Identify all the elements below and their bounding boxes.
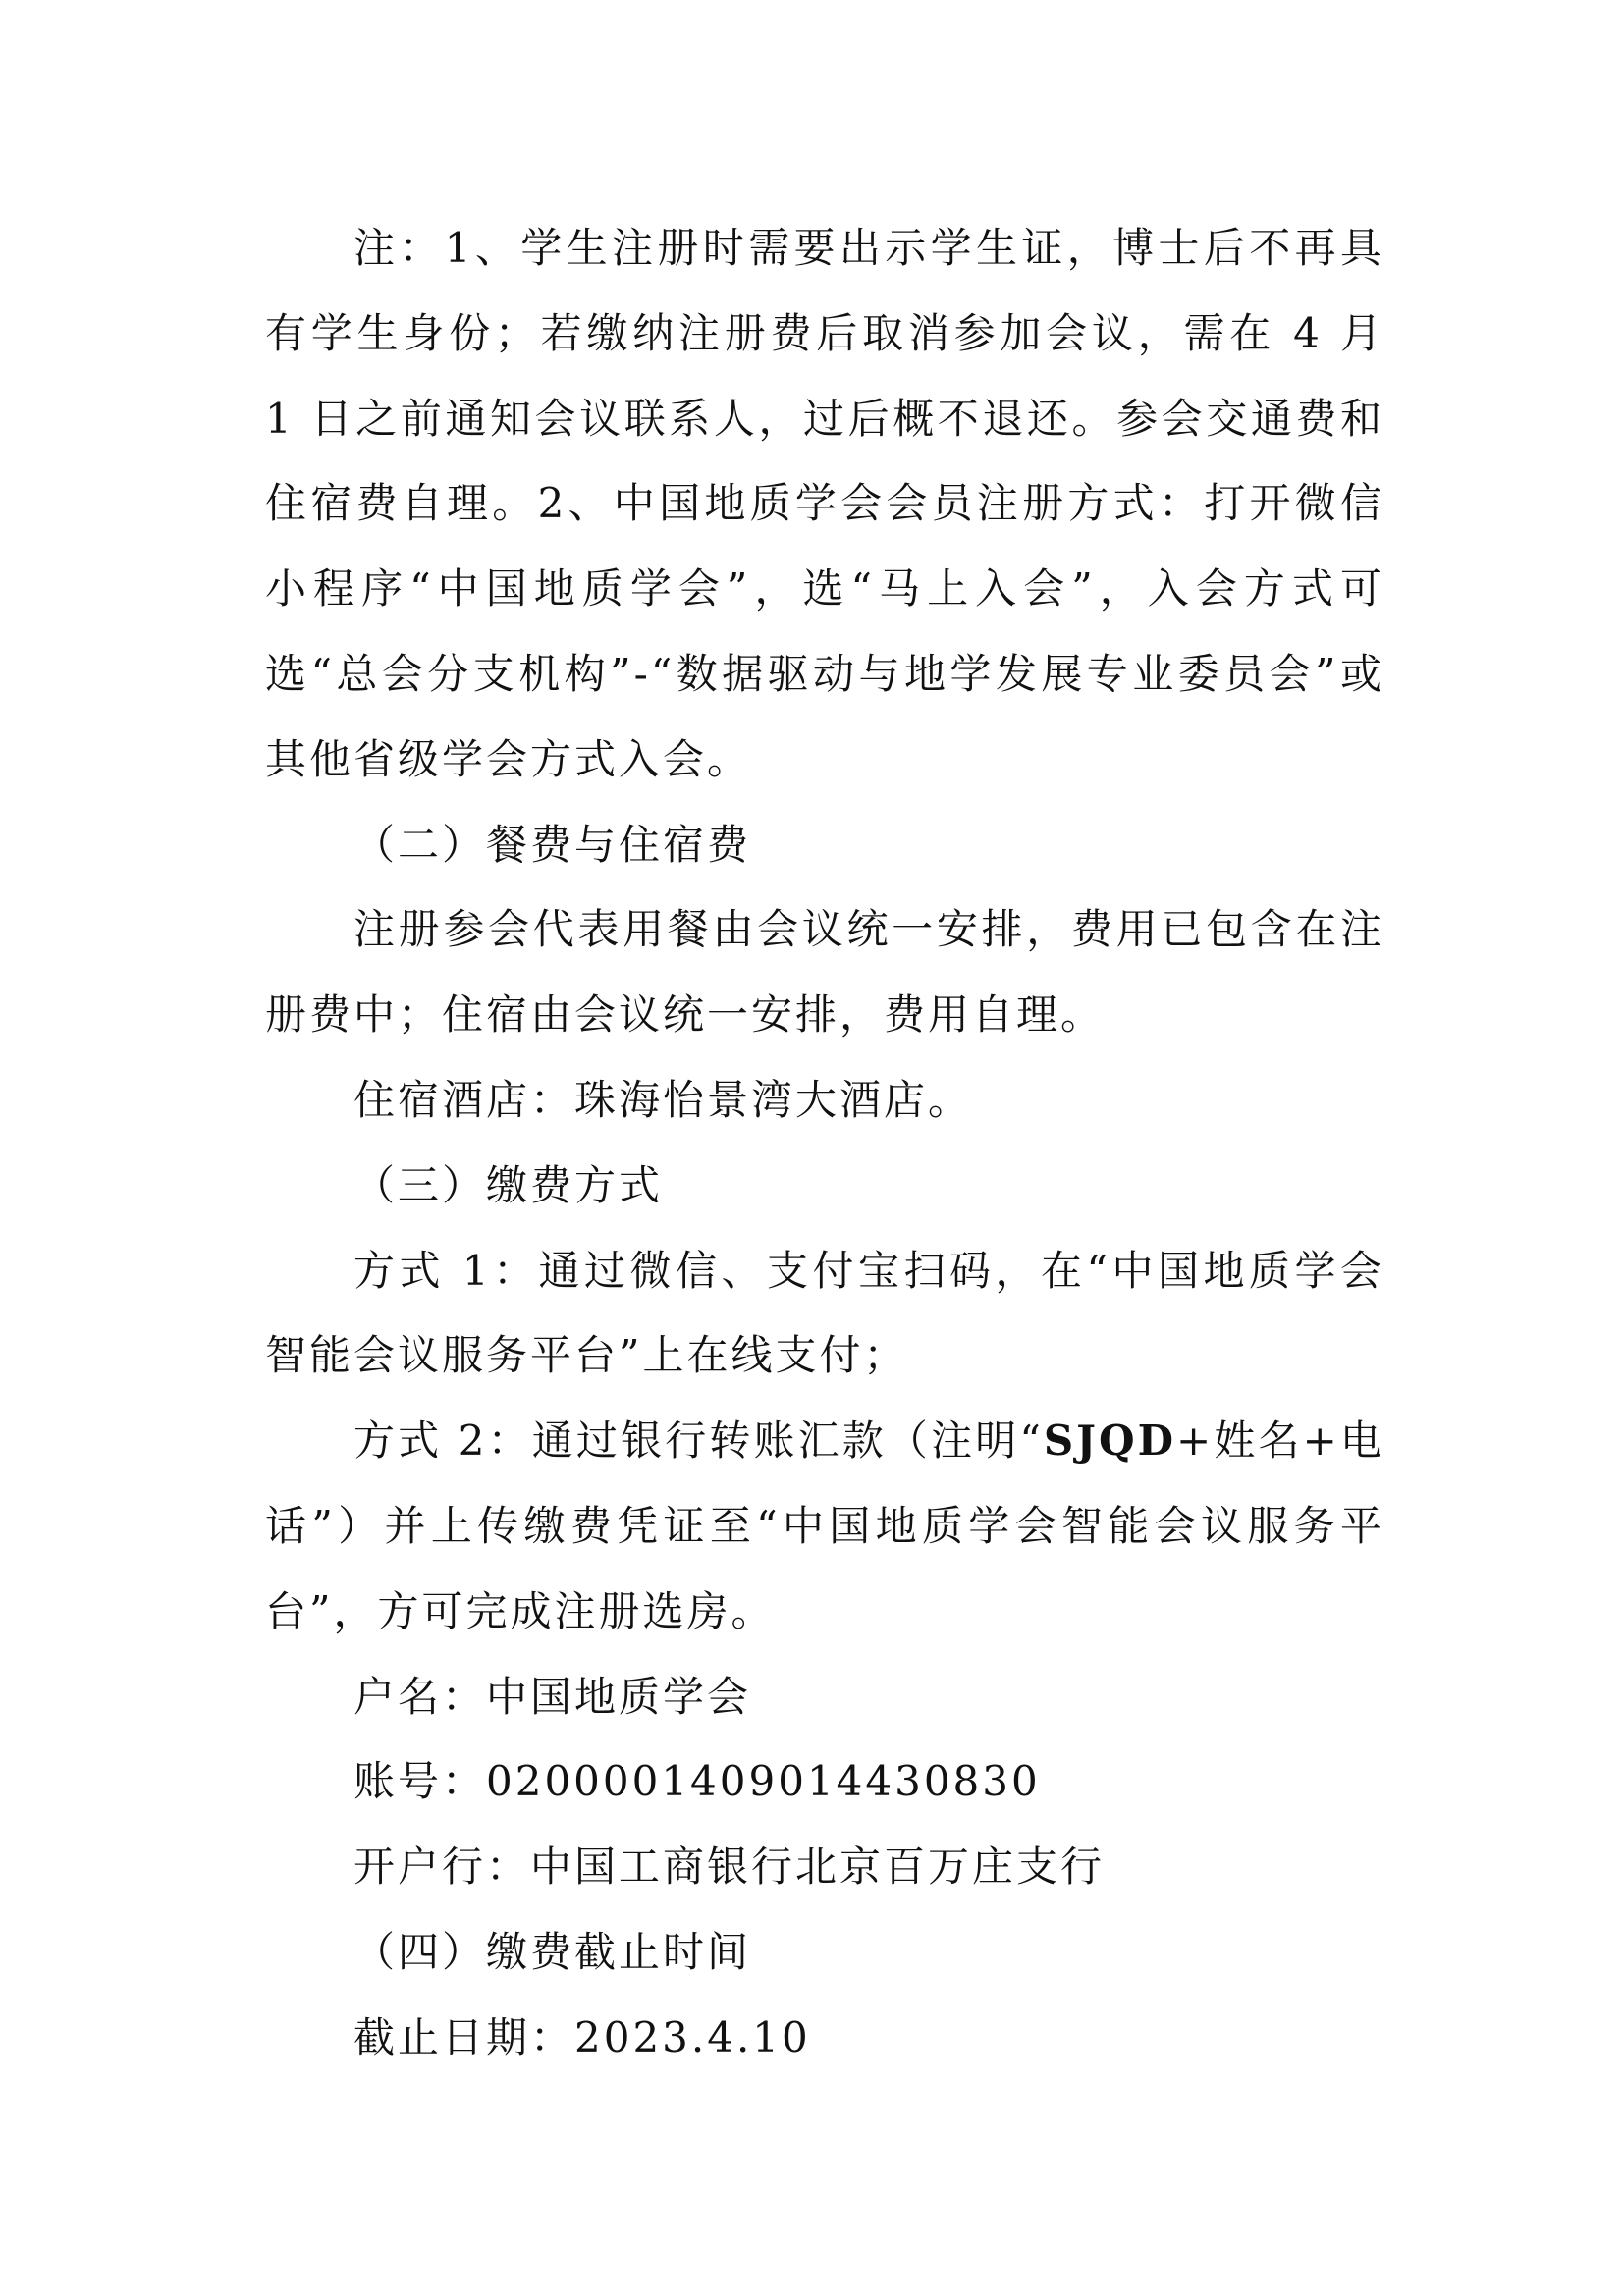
- payment-method-1-paragraph: 方式 1：通过微信、支付宝扫码，在“中国地质学会智能会议服务平台”上在线支付；: [265, 1246, 1384, 1380]
- payment-method-2-paragraph: [265, 1399, 1384, 1654]
- section-heading-meals-lodging: （二）餐费与住宿费: [353, 820, 752, 869]
- payment-method-2-text-start: 方式 2：通过银行转账汇款（注明“: [353, 1416, 1044, 1466]
- section-heading-payment-deadline: （四）缴费截止时间: [353, 1927, 752, 1976]
- bank-line: 开户行：中国工商银行北京百万庄支行: [353, 1842, 1106, 1892]
- section-heading-payment-method: （三）缴费方式: [353, 1160, 664, 1209]
- account-name-line: 户名：中国地质学会: [353, 1672, 752, 1721]
- payment-method-2-text-end: +姓名+电话”）并上传缴费凭证至“中国地质学会智能会议服务平台”，方可完成注册选房。: [265, 1416, 1384, 1635]
- document-body: [265, 206, 1384, 2081]
- hotel-paragraph: 住宿酒店：珠海怡景湾大酒店。: [353, 1075, 973, 1124]
- payment-method-2-code: SJQD: [1043, 1416, 1177, 1466]
- deadline-line: 截止日期：2023.4.10: [353, 2012, 811, 2061]
- account-number-line: 账号：0200001409014430830: [353, 1757, 1041, 1806]
- registration-note-paragraph: 注：1、学生注册时需要出示学生证，博士后不再具有学生身份；若缴纳注册费后取消参加会议，需在 4 月 1 日之前通知会议联系人，过后概不退还。参会交通费和住宿费自理。2、中国地质学会会员注册方式：打开微信小程序“中国地质学会”，选“马上入会”，入会方式可选“总会分支机构”-“数据驱动与地学发展专业委员会”或其他省级学会方式入会。: [265, 224, 1384, 783]
- meals-paragraph: 注册参会代表用餐由会议统一安排，费用已包含在注册费中；住宿由会议统一安排，费用自理。: [265, 905, 1384, 1040]
